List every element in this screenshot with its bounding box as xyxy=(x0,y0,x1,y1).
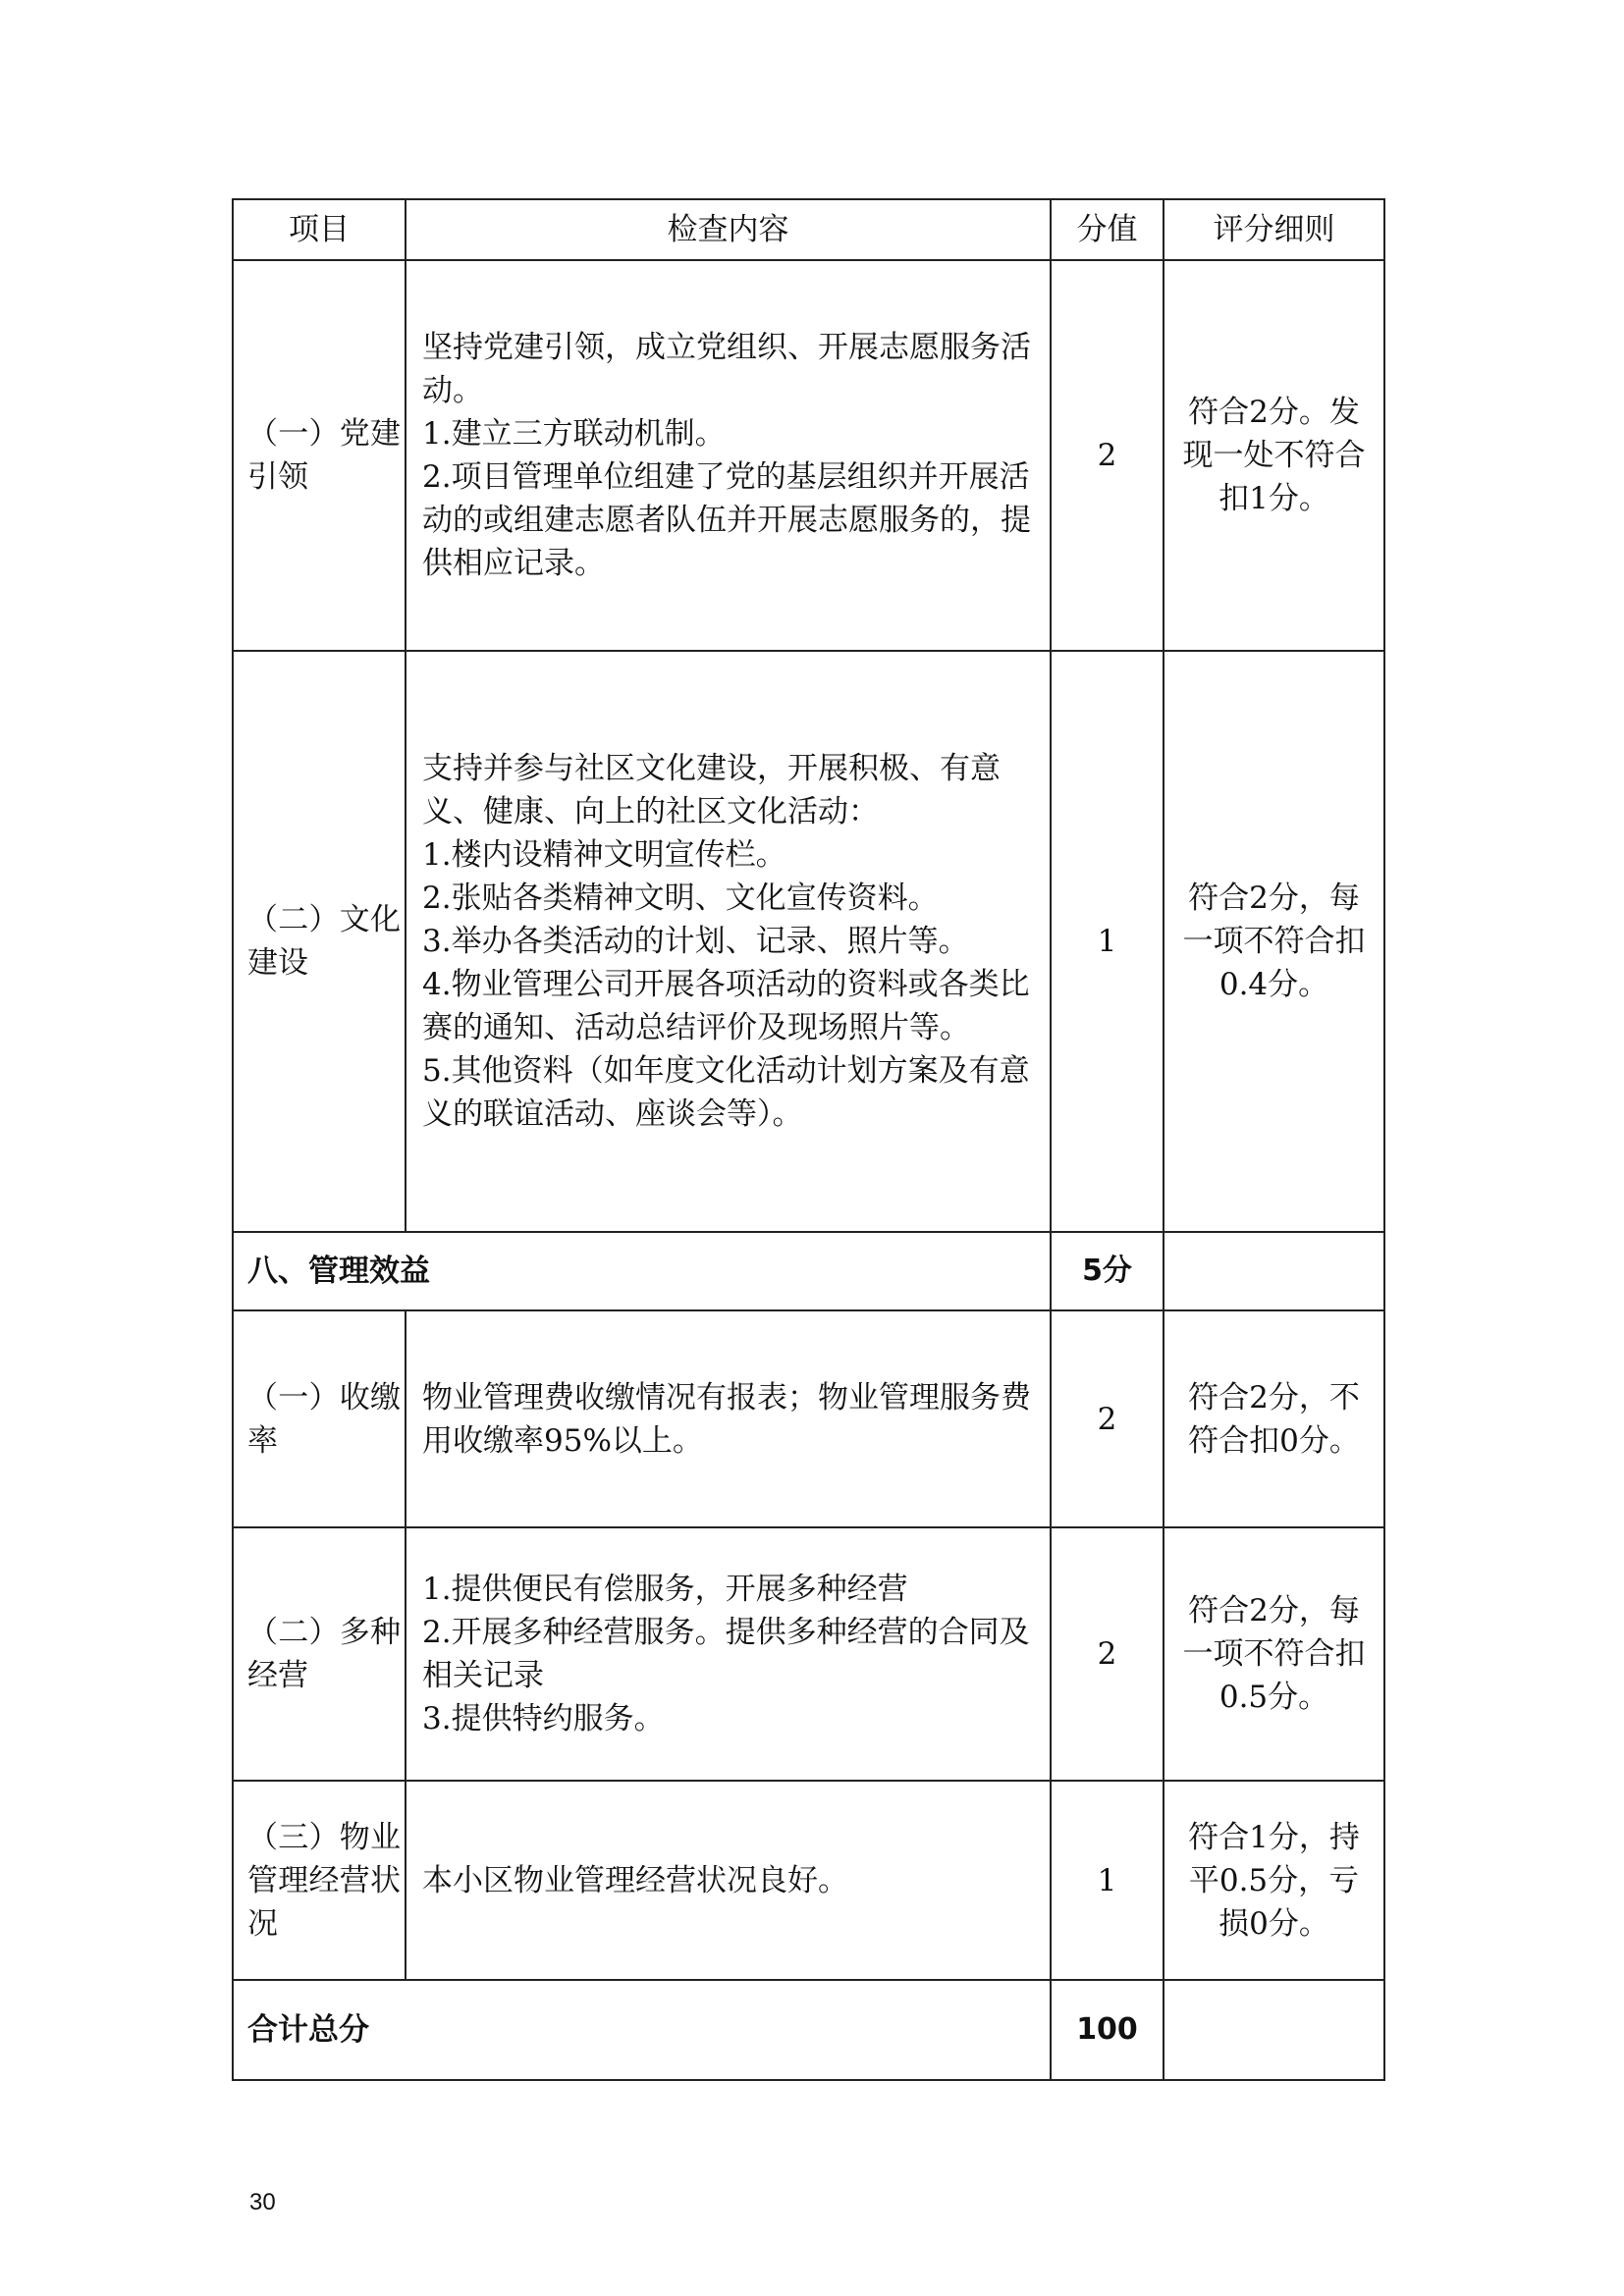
section-row xyxy=(233,1232,1384,1310)
header-content: 检查内容 xyxy=(406,199,1051,260)
row-score: 1 xyxy=(1051,1781,1164,1980)
row-rule: 符合2分。发现一处不符合扣1分。 xyxy=(1164,260,1384,651)
row-item: （一）收缴率 xyxy=(233,1310,406,1527)
table-row xyxy=(233,1527,1384,1781)
row-item: （二）多种经营 xyxy=(233,1527,406,1781)
row-score: 2 xyxy=(1051,260,1164,651)
section-empty xyxy=(1164,1232,1384,1310)
header-score: 分值 xyxy=(1051,199,1164,260)
table-row xyxy=(233,1310,1384,1527)
row-rule: 符合2分，不符合扣0分。 xyxy=(1164,1310,1384,1527)
table-row xyxy=(233,651,1384,1232)
total-label: 合计总分 xyxy=(233,1980,1051,2080)
total-empty xyxy=(1164,1980,1384,2080)
table-row xyxy=(233,1781,1384,1980)
table-header xyxy=(233,199,1384,260)
score-table xyxy=(232,198,1385,2081)
row-rule: 符合2分，每一项不符合扣0.4分。 xyxy=(1164,651,1384,1232)
row-content: 支持并参与社区文化建设，开展积极、有意义、健康、向上的社区文化活动： 1.楼内设精神文明宣传栏。 2.张贴各类精神文明、文化宣传资料。 3.举办各类活动的计划、记录、照片等。 4.物业管理公司开展各项活动的资料或各类比赛的通知、活动总结评价及现场照片等。 5.其他资料（如年度文化活动计划方案及有意义的联谊活动、座谈会等）。 xyxy=(406,651,1051,1232)
header-rule: 评分细则 xyxy=(1164,199,1384,260)
section-points: 5分 xyxy=(1051,1232,1164,1310)
total-points: 100 xyxy=(1051,1980,1164,2080)
row-rule: 符合1分，持平0.5分，亏损0分。 xyxy=(1164,1781,1384,1980)
table-row xyxy=(233,260,1384,651)
row-item: （一）党建引领 xyxy=(233,260,406,651)
header-item: 项目 xyxy=(233,199,406,260)
row-score: 2 xyxy=(1051,1310,1164,1527)
page-number: 30 xyxy=(249,2189,276,2216)
section-label: 八、管理效益 xyxy=(233,1232,1051,1310)
row-content: 1.提供便民有偿服务，开展多种经营 2.开展多种经营服务。提供多种经营的合同及相关记录 3.提供特约服务。 xyxy=(406,1527,1051,1781)
total-row xyxy=(233,1980,1384,2080)
row-rule: 符合2分，每一项不符合扣0.5分。 xyxy=(1164,1527,1384,1781)
row-score: 1 xyxy=(1051,651,1164,1232)
row-item: （二）文化建设 xyxy=(233,651,406,1232)
row-content: 物业管理费收缴情况有报表；物业管理服务费用收缴率95%以上。 xyxy=(406,1310,1051,1527)
row-score: 2 xyxy=(1051,1527,1164,1781)
row-item: （三）物业管理经营状况 xyxy=(233,1781,406,1980)
row-content: 本小区物业管理经营状况良好。 xyxy=(406,1781,1051,1980)
row-content: 坚持党建引领，成立党组织、开展志愿服务活动。 1.建立三方联动机制。 2.项目管理单位组建了党的基层组织并开展活动的或组建志愿者队伍并开展志愿服务的，提供相应记录。 xyxy=(406,260,1051,651)
